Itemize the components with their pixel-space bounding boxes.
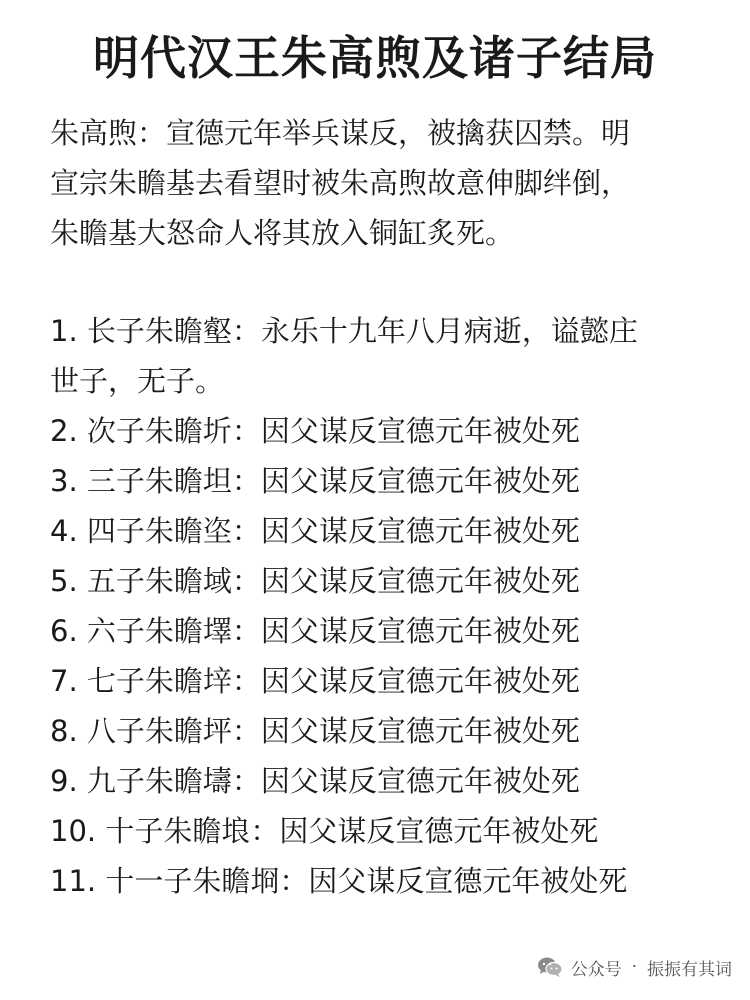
intro-line: 宣宗朱瞻基去看望时被朱高煦故意伸脚绊倒， xyxy=(50,166,631,200)
list-item-6: 6. 六子朱瞻墿：因父谋反宣德元年被处死 xyxy=(50,614,580,648)
sons-list xyxy=(50,306,720,906)
list-item-11: 11. 十一子朱瞻埛：因父谋反宣德元年被处死 xyxy=(50,864,628,898)
list-item-line: 世子，无子。 xyxy=(50,364,225,398)
watermark xyxy=(537,950,732,984)
list-item-5: 5. 五子朱瞻域：因父谋反宣德元年被处死 xyxy=(50,564,580,598)
list-item-7: 7. 七子朱瞻垶：因父谋反宣德元年被处死 xyxy=(50,664,580,698)
list-item-1 xyxy=(50,306,720,406)
list-item-4: 4. 四子朱瞻垐：因父谋反宣德元年被处死 xyxy=(50,514,580,548)
list-item-line: 1. 长子朱瞻壑：永乐十九年八月病逝，谥懿庄 xyxy=(50,314,638,348)
intro-line: 朱瞻基大怒命人将其放入铜缸炙死。 xyxy=(50,216,515,250)
intro-line: 朱高煦：宣德元年举兵谋反，被擒获囚禁。明 xyxy=(50,116,631,150)
wechat-icon xyxy=(537,956,563,978)
list-item-10: 10. 十子朱瞻埌：因父谋反宣德元年被处死 xyxy=(50,814,599,848)
account-name: 振振有其词 xyxy=(647,959,732,980)
list-item-3: 3. 三子朱瞻坦：因父谋反宣德元年被处死 xyxy=(50,464,580,498)
list-item-9: 9. 九子朱瞻壔：因父谋反宣德元年被处死 xyxy=(50,764,580,798)
list-item-8: 8. 八子朱瞻坪：因父谋反宣德元年被处死 xyxy=(50,714,580,748)
page-title: 明代汉王朱高煦及诸子结局 xyxy=(93,31,657,85)
list-item-2: 2. 次子朱瞻圻：因父谋反宣德元年被处死 xyxy=(50,414,580,448)
separator: · xyxy=(631,957,637,977)
platform-label: 公众号 xyxy=(570,959,622,980)
intro-paragraph xyxy=(50,108,710,258)
